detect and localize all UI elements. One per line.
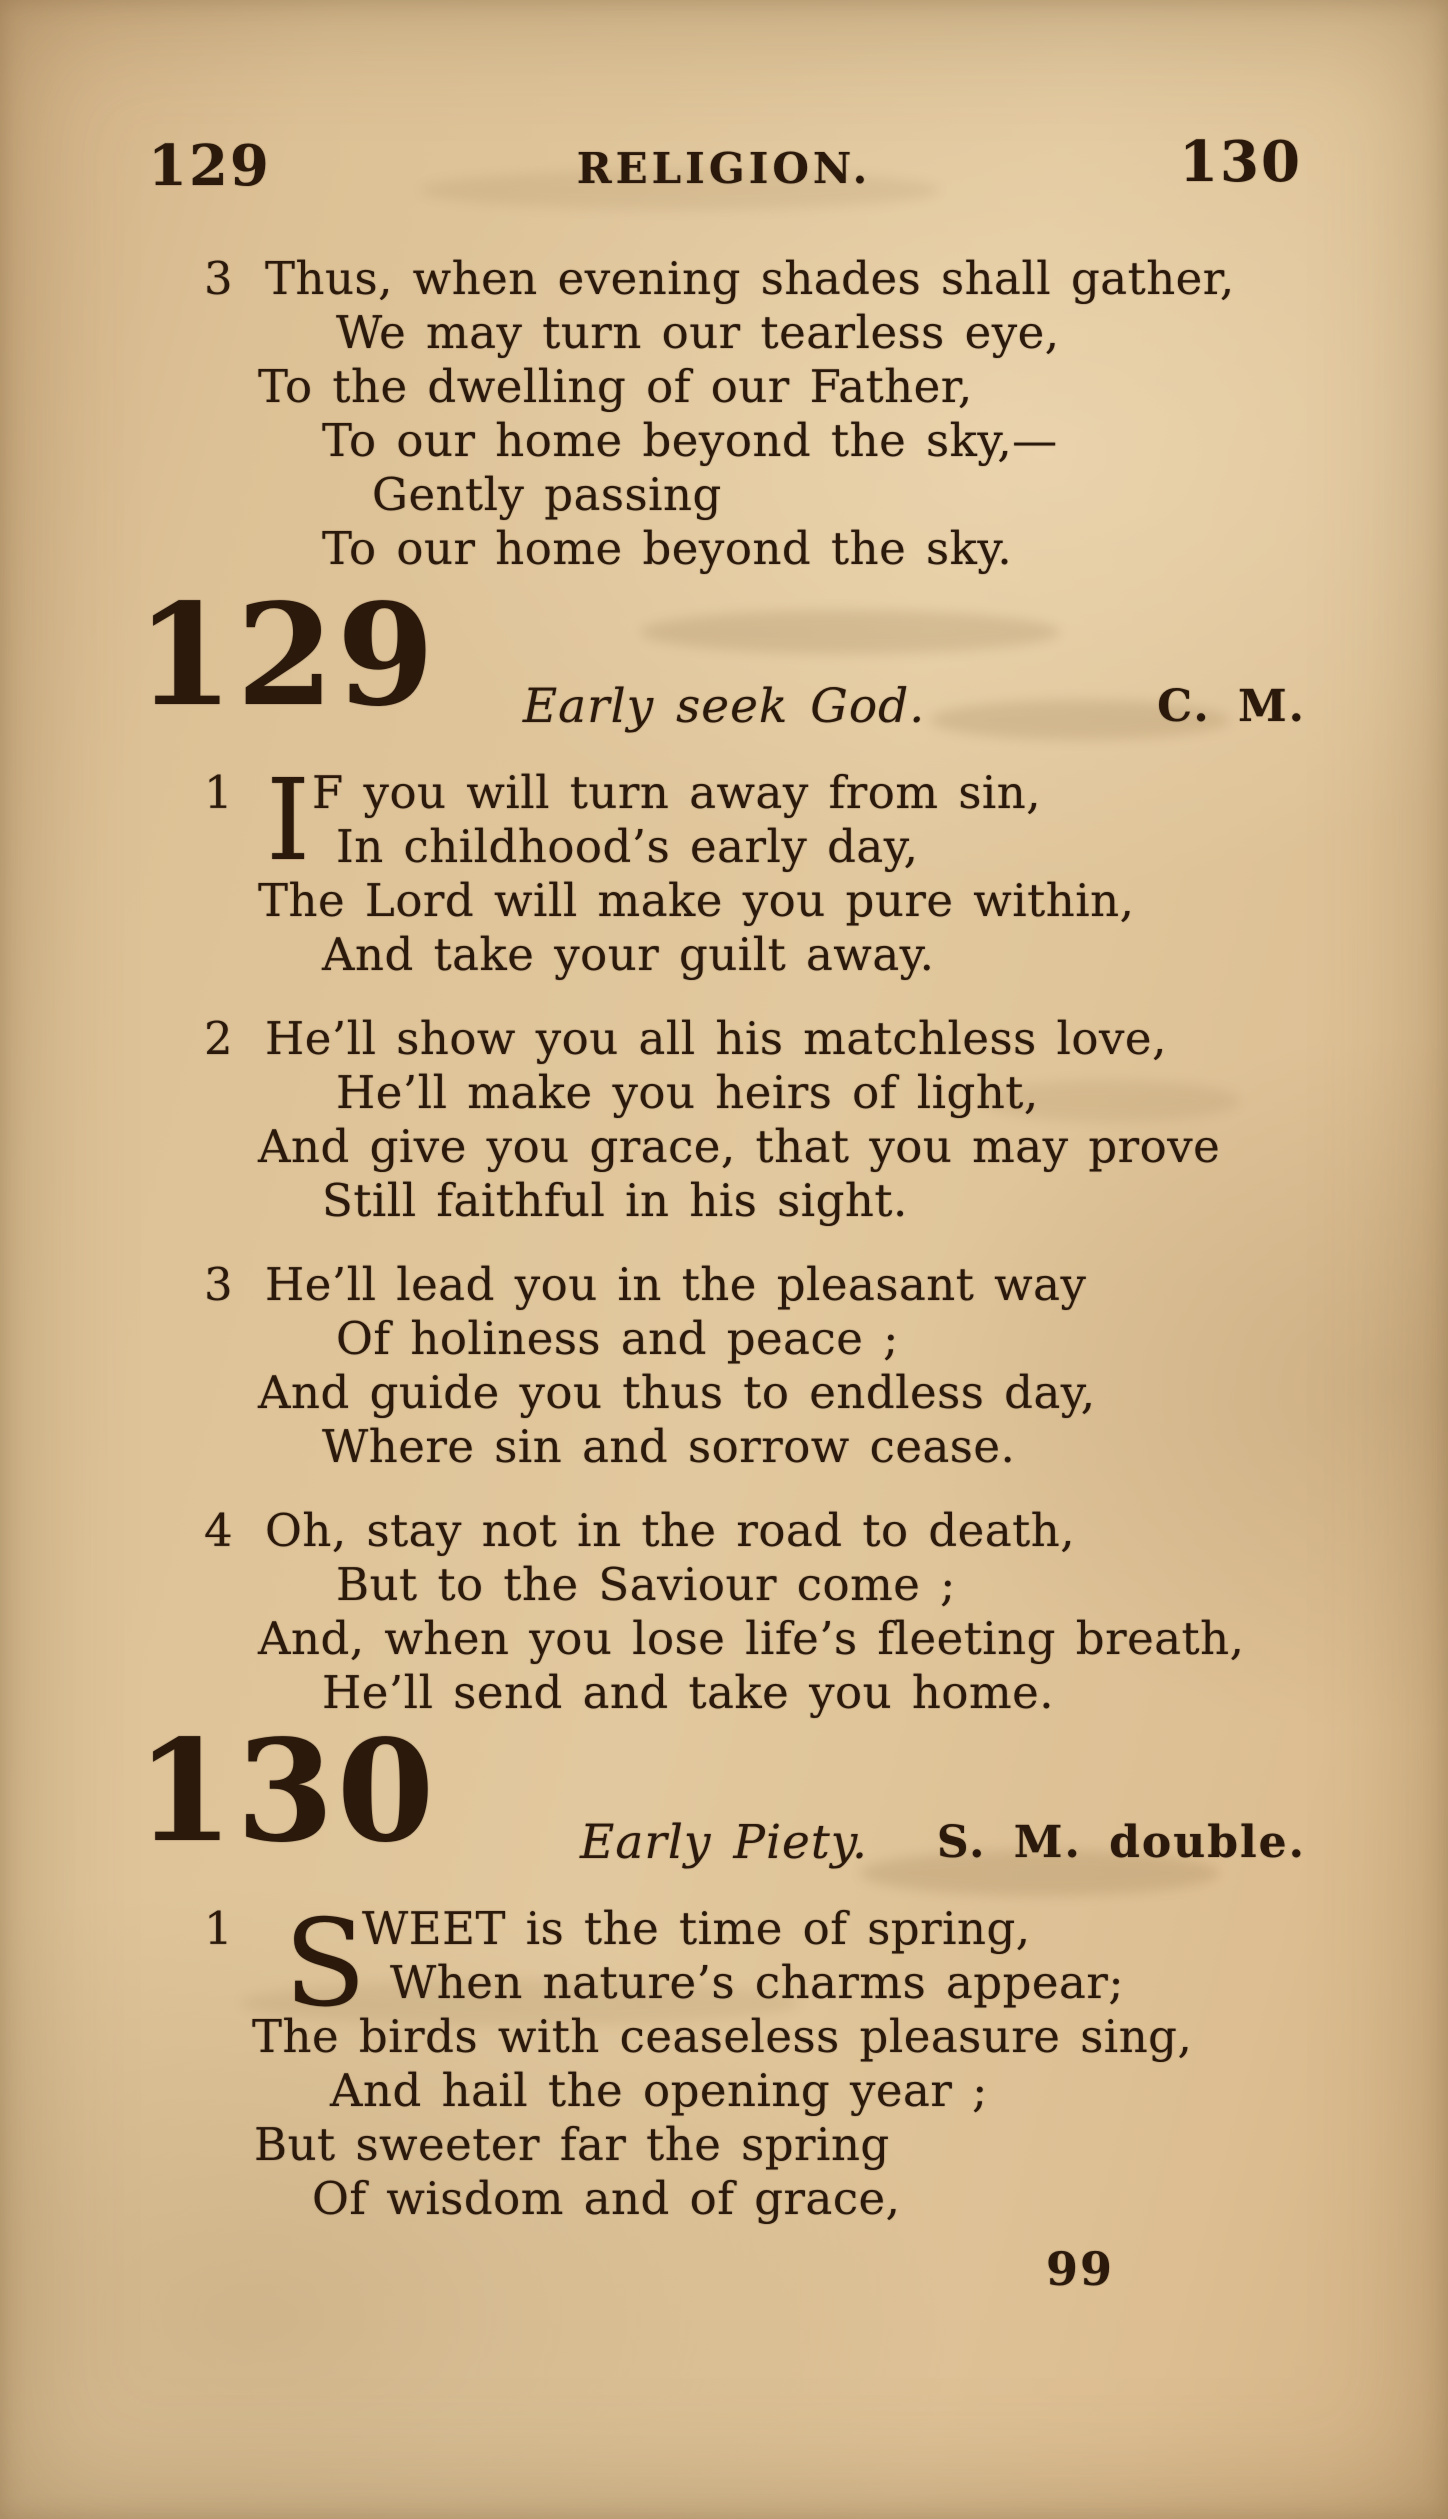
hymn-130-heading: [136, 1710, 1308, 1890]
verse-line: And, when you lose life’s fleeting breath,: [258, 1612, 1245, 1665]
hymn-title: Early Piety.: [580, 1815, 868, 1870]
verse-line: And take your guilt away.: [322, 928, 935, 981]
verse-number: 1: [204, 1902, 233, 1955]
verse-line: F you will turn away from sin,: [312, 766, 1042, 819]
verse-line: When nature’s charms appear;: [390, 1956, 1125, 2009]
hymn-129-verse-4: [140, 1504, 1308, 1720]
page-number: 99: [1046, 2242, 1115, 2296]
verse-line: To the dwelling of our Father,: [258, 360, 973, 413]
verse-line: The birds with ceaseless pleasure sing,: [252, 2010, 1193, 2063]
verse-line: And give you grace, that you may prove: [258, 1120, 1221, 1173]
hymn-129-heading: [136, 574, 1308, 754]
verse-line: In childhood’s early day,: [336, 820, 919, 873]
verse-line: To our home beyond the sky.: [322, 522, 1013, 575]
verse-number: 4: [204, 1504, 233, 1557]
verse-line: He’ll make you heirs of light,: [336, 1066, 1039, 1119]
header-hymn-number-right: 130: [1179, 129, 1302, 195]
verse-line: And guide you thus to endless day,: [258, 1366, 1096, 1419]
verse-number: 3: [204, 1258, 233, 1311]
hymn-129-verse-3: [140, 1258, 1308, 1474]
verse-line: But sweeter far the spring: [254, 2118, 890, 2171]
hymn-meter: C. M.: [1157, 681, 1306, 732]
running-title: RELIGION.: [576, 144, 872, 193]
verse-line: Of holiness and peace ;: [336, 1312, 899, 1365]
drop-cap: S: [284, 1895, 367, 2034]
running-head: [140, 128, 1308, 206]
text-block: [136, 128, 1308, 2296]
verse-line: WEET is the time of spring,: [362, 1902, 1031, 1955]
hymn-129-verse-1: [140, 756, 1308, 982]
verse-line: Oh, stay not in the road to death,: [265, 1504, 1076, 1557]
hymn-meter: S. M. double.: [936, 1817, 1306, 1868]
verse-line: Thus, when evening shades shall gather,: [265, 252, 1235, 305]
verse-line: He’ll lead you in the pleasant way: [265, 1258, 1087, 1311]
hymn-title: Early seek God.: [522, 679, 926, 734]
verse-number: 3: [204, 252, 233, 305]
verse-line: Where sin and sorrow cease.: [322, 1420, 1016, 1473]
verse-line: And hail the opening year ;: [330, 2064, 988, 2117]
verse-number: 1: [204, 766, 233, 819]
verse-line: Gently passing: [372, 468, 722, 521]
verse-line: Of wisdom and of grace,: [312, 2172, 901, 2225]
hymn-130-verse-1: [140, 1895, 1308, 2226]
verse-line: But to the Saviour come ;: [336, 1558, 956, 1611]
hymn-number: 129: [136, 574, 438, 738]
verse-line: We may turn our tearless eye,: [336, 306, 1060, 359]
verse-line: He’ll show you all his matchless love,: [265, 1012, 1167, 1065]
stanza-continued: [140, 252, 1308, 576]
hymn-number: 130: [136, 1710, 438, 1874]
verse-number: 2: [204, 1012, 233, 1065]
hymn-129-verse-2: [140, 1012, 1308, 1228]
header-hymn-number-left: 129: [148, 133, 271, 199]
drop-cap: I: [266, 756, 311, 886]
verse-line: The Lord will make you pure within,: [258, 874, 1135, 927]
verse-line: Still faithful in his sight.: [322, 1174, 908, 1227]
verse-line: He’ll send and take you home.: [322, 1666, 1055, 1719]
verse-line: To our home beyond the sky,—: [322, 414, 1058, 467]
